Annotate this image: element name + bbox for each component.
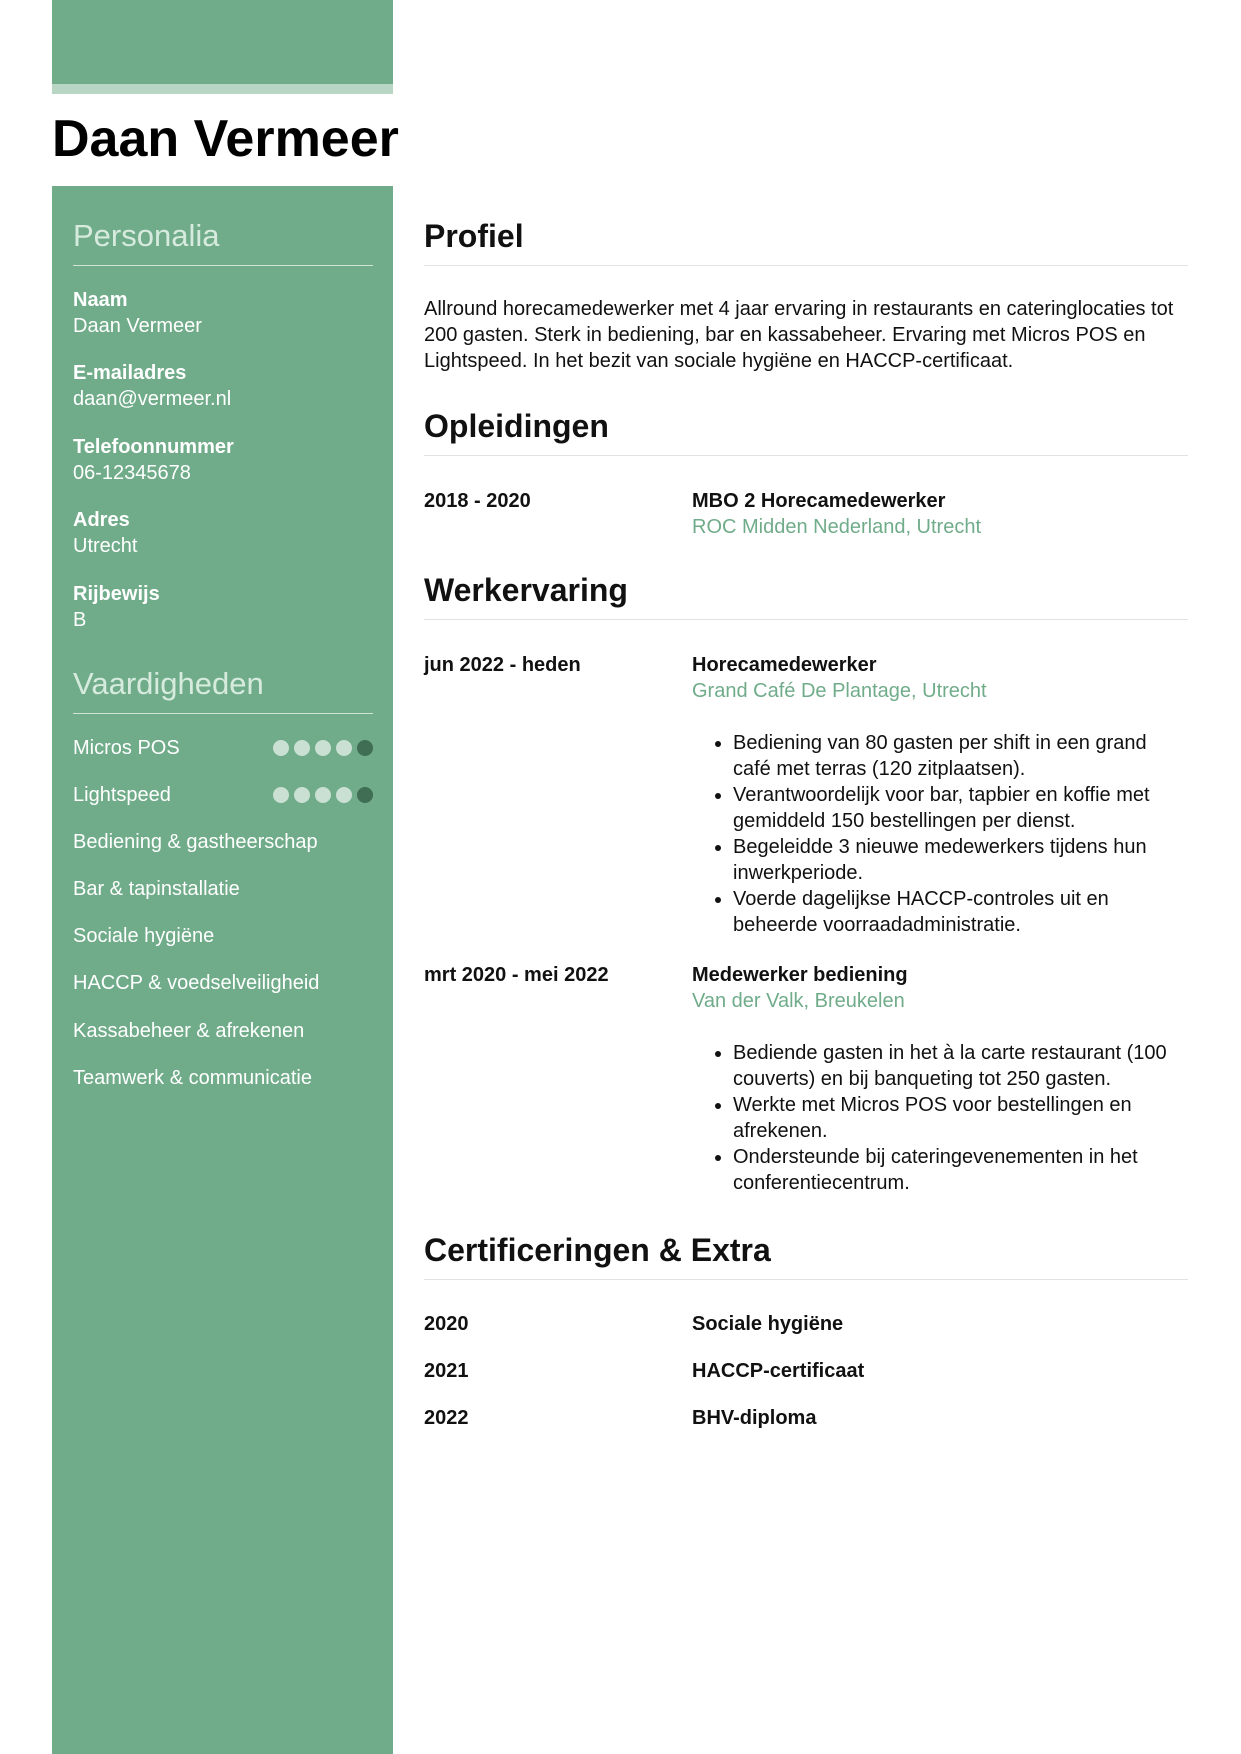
job-title: Horecamedewerker xyxy=(692,654,877,676)
job-bullet: • Bediening van 80 gasten per shift in een grand café met terras (120 zitplaatsen). xyxy=(733,730,1188,782)
job-bullet: • Ondersteunde bij cateringevenementen in het conferentiecentrum. xyxy=(733,1144,1188,1196)
skills-divider xyxy=(73,713,373,714)
education-title: MBO 2 Horecamedewerker xyxy=(692,490,946,512)
personalia-divider xyxy=(73,265,373,266)
job-title: Medewerker bediening xyxy=(692,964,908,986)
rating-dot-filled xyxy=(273,740,289,756)
skill-name: Sociale hygiëne xyxy=(73,925,215,947)
personal-value-phone: 06-12345678 xyxy=(73,462,191,484)
skill-name: Micros POS xyxy=(73,737,180,759)
profile-divider xyxy=(424,265,1188,266)
personalia-heading: Personalia xyxy=(73,218,220,253)
rating-dot-filled xyxy=(315,740,331,756)
personal-label: E-mailadres xyxy=(73,362,187,384)
rating-dot-empty xyxy=(357,787,373,803)
skill-name: HACCP & voedselveiligheid xyxy=(73,972,320,994)
rating-dot-filled xyxy=(294,740,310,756)
skill-item xyxy=(73,828,373,856)
cert-entry xyxy=(692,1405,1188,1431)
skill-rating xyxy=(273,740,373,756)
skill-item xyxy=(73,734,373,762)
skill-item xyxy=(73,969,373,997)
certifications-heading: Certificeringen & Extra xyxy=(424,1232,771,1268)
skill-item xyxy=(73,1064,373,1092)
personal-value-email: daan@vermeer.nl xyxy=(73,388,232,410)
job-bullet: • Bediende gasten in het à la carte restaurant (100 couverts) en bij banqueting tot 250 gasten. xyxy=(733,1040,1188,1092)
job-entry xyxy=(692,962,1188,1196)
education-institution: ROC Midden Nederland, Utrecht xyxy=(692,516,982,538)
rating-dot-filled xyxy=(294,787,310,803)
personal-value-address: Utrecht xyxy=(73,535,138,557)
personal-label: Naam xyxy=(73,289,128,311)
skill-name: Bar & tapinstallatie xyxy=(73,878,240,900)
personal-value-name: Daan Vermeer xyxy=(73,315,202,337)
job-bullet: • Werkte met Micros POS voor bestellingen en afrekenen. xyxy=(733,1092,1188,1144)
experience-divider xyxy=(424,619,1188,620)
cert-year: 2022 xyxy=(424,1407,469,1429)
education-divider xyxy=(424,455,1188,456)
rating-dot-filled xyxy=(336,740,352,756)
rating-dot-filled xyxy=(336,787,352,803)
personal-label: Adres xyxy=(73,509,130,531)
education-period: 2018 - 2020 xyxy=(424,490,531,512)
job-bullet: • Voerde dagelijkse HACCP-controles uit en beheerde voorraadadministratie. xyxy=(733,886,1188,938)
cert-year: 2020 xyxy=(424,1313,469,1335)
education-heading: Opleidingen xyxy=(424,408,609,444)
skill-item xyxy=(73,1017,373,1045)
sidebar xyxy=(52,186,393,1754)
cert-entry xyxy=(692,1311,1188,1337)
job-entry xyxy=(692,652,1188,938)
rating-dot-filled xyxy=(273,787,289,803)
job-period: mrt 2020 - mei 2022 xyxy=(424,964,609,986)
skill-name: Lightspeed xyxy=(73,784,171,806)
skill-item xyxy=(73,781,373,809)
profile-heading: Profiel xyxy=(424,218,524,254)
header-color-block xyxy=(52,0,393,84)
header-accent-stripe xyxy=(52,84,393,94)
skill-item xyxy=(73,922,373,950)
job-period: jun 2022 - heden xyxy=(424,654,581,676)
personal-label: Rijbewijs xyxy=(73,583,160,605)
job-employer: Van der Valk, Breukelen xyxy=(692,990,905,1012)
experience-heading: Werkervaring xyxy=(424,572,628,608)
skills-heading: Vaardigheden xyxy=(73,666,264,701)
skill-name: Kassabeheer & afrekenen xyxy=(73,1020,305,1042)
job-bullet: • Begeleidde 3 nieuwe medewerkers tijdens hun inwerkperiode. xyxy=(733,834,1188,886)
cert-title: BHV-diploma xyxy=(692,1407,817,1429)
education-entry xyxy=(692,488,1188,540)
rating-dot-empty xyxy=(357,740,373,756)
profile-text: Allround horecamedewerker met 4 jaar ervaring in restaurants en cateringlocaties tot 200 gasten. Sterk in bediening, bar en kassabeheer. Ervaring met Micros POS en Lightspeed. In het bezit van sociale hygiëne en HACCP-certificaat. xyxy=(424,298,1174,372)
job-employer: Grand Café De Plantage, Utrecht xyxy=(692,680,987,702)
cert-entry xyxy=(692,1358,1188,1384)
skill-rating xyxy=(273,787,373,803)
cert-title: Sociale hygiëne xyxy=(692,1313,844,1335)
job-bullets xyxy=(692,1040,1188,1196)
rating-dot-filled xyxy=(315,787,331,803)
personal-label: Telefoonnummer xyxy=(73,436,234,458)
job-bullet: • Verantwoordelijk voor bar, tapbier en koffie met gemiddeld 150 bestellingen per dienst. xyxy=(733,782,1188,834)
candidate-name: Daan Vermeer xyxy=(52,110,399,168)
certifications-divider xyxy=(424,1279,1188,1280)
skill-name: Teamwerk & communicatie xyxy=(73,1067,312,1089)
skill-name: Bediening & gastheerschap xyxy=(73,831,318,853)
cert-title: HACCP-certificaat xyxy=(692,1360,865,1382)
cert-year: 2021 xyxy=(424,1360,469,1382)
skill-item xyxy=(73,875,373,903)
personal-value-license: B xyxy=(73,609,87,631)
job-bullets xyxy=(692,730,1188,938)
